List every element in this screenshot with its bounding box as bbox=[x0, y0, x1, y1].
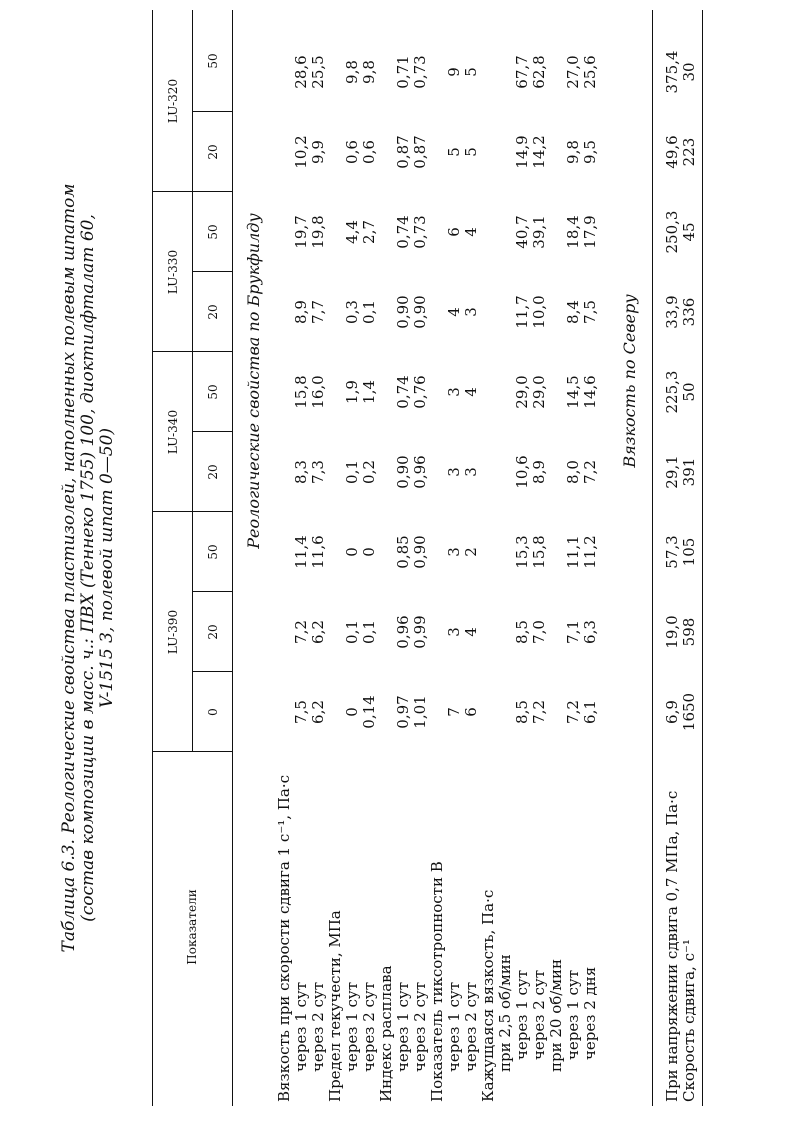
table-cell: 0,1 bbox=[343, 620, 361, 644]
table-cell: 57,3 bbox=[663, 535, 681, 569]
table-cell bbox=[429, 592, 446, 672]
table-cell: 8,3 bbox=[292, 460, 310, 484]
table-cell: 62,8 bbox=[530, 55, 548, 89]
table-cell bbox=[378, 592, 395, 672]
table-cell bbox=[548, 112, 565, 192]
table-cell bbox=[276, 112, 293, 192]
table-cell: 391 bbox=[680, 457, 698, 487]
table-cell: 0,2 bbox=[360, 460, 378, 484]
row-label: Скорость сдвига, с⁻¹ bbox=[680, 939, 698, 1102]
subcol-header: 20 bbox=[206, 624, 220, 640]
table-cell bbox=[327, 432, 344, 512]
table-cell: 5 bbox=[462, 147, 480, 157]
table-cell: 14,5 bbox=[564, 375, 582, 409]
row-label: Индекс расплава bbox=[377, 965, 395, 1102]
value-column bbox=[276, 592, 599, 672]
table-cell: 1650 bbox=[680, 692, 698, 732]
row-labels-brookfield bbox=[276, 752, 599, 1102]
table-cell: 11,1 bbox=[564, 535, 582, 569]
table-cell bbox=[548, 32, 565, 112]
table-cell bbox=[480, 352, 497, 432]
table-cell: 6,3 bbox=[581, 620, 599, 644]
table-cell bbox=[429, 192, 446, 272]
table-cell: 8,9 bbox=[530, 460, 548, 484]
table-cell bbox=[497, 592, 514, 672]
row-label: При напряжении сдвига 0,7 МПа, Па·с bbox=[663, 790, 681, 1102]
table-cell bbox=[497, 512, 514, 592]
table-cell: 0,6 bbox=[360, 140, 378, 164]
table-cell: 3 bbox=[462, 307, 480, 317]
table-cell: 19,7 bbox=[292, 215, 310, 249]
table-cell: 3 bbox=[445, 547, 463, 557]
group-header: LU-330 bbox=[166, 249, 180, 295]
table-cell bbox=[327, 32, 344, 112]
table-cell: 8,9 bbox=[292, 300, 310, 324]
table-cell: 8,0 bbox=[564, 460, 582, 484]
table-cell: 1,4 bbox=[360, 380, 378, 404]
table-cell bbox=[327, 512, 344, 592]
value-column bbox=[276, 512, 599, 592]
table-cell: 0 bbox=[343, 707, 361, 717]
table-cell bbox=[548, 592, 565, 672]
table-cell bbox=[327, 592, 344, 672]
row-label: через 1 сут bbox=[292, 981, 310, 1072]
value-column bbox=[276, 352, 599, 432]
table-cell bbox=[378, 432, 395, 512]
table-cell: 7,1 bbox=[564, 620, 582, 644]
table-cell bbox=[429, 32, 446, 112]
table-header-rule bbox=[232, 10, 233, 1106]
row-label: через 1 сут bbox=[513, 969, 531, 1060]
table-cell: 40,7 bbox=[513, 215, 531, 249]
table-cell bbox=[429, 352, 446, 432]
table-cell: 4 bbox=[462, 627, 480, 637]
table-cell: 2,7 bbox=[360, 220, 378, 244]
table-cell bbox=[378, 192, 395, 272]
severs-column bbox=[664, 272, 698, 352]
row-label: Показатель тиксотропности B bbox=[428, 861, 446, 1102]
table-cell bbox=[276, 32, 293, 112]
table-cell: 14,9 bbox=[513, 135, 531, 169]
value-column bbox=[276, 672, 599, 752]
table-cell: 6 bbox=[462, 707, 480, 717]
row-label: при 20 об/мин bbox=[547, 959, 565, 1072]
table-cell bbox=[276, 432, 293, 512]
group-header: LU-340 bbox=[166, 409, 180, 455]
table-cell bbox=[276, 272, 293, 352]
table-cell: 105 bbox=[680, 537, 698, 567]
table-cell bbox=[429, 432, 446, 512]
row-label: Кажущаяся вязкость, Па·с bbox=[479, 889, 497, 1102]
table-cell: 14,2 bbox=[530, 135, 548, 169]
table-cell: 0,90 bbox=[394, 295, 412, 329]
table-cell: 0,74 bbox=[394, 375, 412, 409]
table-cell: 19,8 bbox=[309, 215, 327, 249]
table-cell: 27,0 bbox=[564, 55, 582, 89]
subcol-header: 20 bbox=[206, 144, 220, 160]
table-cell bbox=[276, 592, 293, 672]
table-cell: 11,7 bbox=[513, 295, 531, 329]
table-cell: 11,4 bbox=[292, 535, 310, 569]
table-cell: 0,90 bbox=[411, 535, 429, 569]
table-cell: 7,3 bbox=[309, 460, 327, 484]
table-cell: 0,96 bbox=[411, 455, 429, 489]
value-column bbox=[276, 272, 599, 352]
table-cell: 6,9 bbox=[663, 700, 681, 724]
table-cell bbox=[497, 432, 514, 512]
table-cell: 9,8 bbox=[343, 60, 361, 84]
table-cell: 3 bbox=[462, 467, 480, 477]
table-cell: 0,85 bbox=[394, 535, 412, 569]
severs-top-rule bbox=[652, 10, 653, 1106]
table-cell: 7,2 bbox=[564, 700, 582, 724]
table-cell: 9 bbox=[445, 67, 463, 77]
table-cell: 5 bbox=[462, 67, 480, 77]
table-cell: 25,6 bbox=[581, 55, 599, 89]
table-cell bbox=[548, 272, 565, 352]
table-cell: 0,14 bbox=[360, 695, 378, 729]
severs-column bbox=[664, 592, 698, 672]
table-cell: 0,1 bbox=[360, 300, 378, 324]
table-cell bbox=[276, 512, 293, 592]
table-cell: 30 bbox=[680, 62, 698, 82]
table-cell bbox=[497, 272, 514, 352]
table-cell bbox=[480, 512, 497, 592]
value-column bbox=[276, 192, 599, 272]
subcol-header: 20 bbox=[206, 464, 220, 480]
table-cell bbox=[276, 192, 293, 272]
table-cell bbox=[480, 592, 497, 672]
table-cell: 0,87 bbox=[411, 135, 429, 169]
severs-column bbox=[664, 32, 698, 112]
table-cell: 8,5 bbox=[513, 700, 531, 724]
severs-column bbox=[664, 432, 698, 512]
table-cell: 7,5 bbox=[581, 300, 599, 324]
table-cell: 0,87 bbox=[394, 135, 412, 169]
table-cell bbox=[327, 112, 344, 192]
table-cell: 25,5 bbox=[309, 55, 327, 89]
table-cell bbox=[378, 512, 395, 592]
table-cell: 0,73 bbox=[411, 55, 429, 89]
table-cell: 11,6 bbox=[309, 535, 327, 569]
table-cell bbox=[480, 32, 497, 112]
group-header: LU-320 bbox=[166, 78, 180, 124]
row-label: через 2 сут bbox=[462, 981, 480, 1072]
table-cell bbox=[548, 432, 565, 512]
subcol-header: 50 bbox=[206, 224, 220, 240]
table-cell: 7,0 bbox=[530, 620, 548, 644]
table-cell: 45 bbox=[680, 222, 698, 242]
table-cell: 9,8 bbox=[360, 60, 378, 84]
group-rule bbox=[192, 512, 193, 752]
table-cell: 7,2 bbox=[530, 700, 548, 724]
table-cell: 336 bbox=[680, 297, 698, 327]
table-cell: 39,1 bbox=[530, 215, 548, 249]
severs-column bbox=[664, 512, 698, 592]
subcol-header: 0 bbox=[206, 708, 220, 716]
row-label: при 2,5 об/мин bbox=[496, 954, 514, 1072]
table-cell: 17,9 bbox=[581, 215, 599, 249]
table-cell: 29,1 bbox=[663, 455, 681, 489]
severs-column bbox=[664, 192, 698, 272]
table-cell bbox=[429, 512, 446, 592]
table-caption-line2: (состав композиции в масс. ч.: ПВХ (Теннеко 1755) 100, диоктилфталат 60, bbox=[78, 214, 98, 922]
section-severs: Вязкость по Северу bbox=[620, 294, 639, 468]
table-cell: 0,96 bbox=[394, 615, 412, 649]
table-cell bbox=[480, 432, 497, 512]
table-cell: 375,4 bbox=[663, 50, 681, 94]
table-cell bbox=[497, 112, 514, 192]
row-label: Вязкость при скорости сдвига 1 с⁻¹, Па·с bbox=[275, 775, 293, 1102]
table-cell: 7 bbox=[445, 707, 463, 717]
row-label: через 1 сут bbox=[445, 981, 463, 1072]
subcol-header: 50 bbox=[206, 544, 220, 560]
row-label: через 2 сут bbox=[411, 981, 429, 1072]
table-cell: 6,2 bbox=[309, 620, 327, 644]
table-cell bbox=[276, 352, 293, 432]
table-cell: 9,9 bbox=[309, 140, 327, 164]
table-cell: 223 bbox=[680, 137, 698, 167]
table-cell: 7,2 bbox=[292, 620, 310, 644]
table-cell bbox=[327, 192, 344, 272]
row-label: через 2 сут bbox=[530, 969, 548, 1060]
table-cell: 7,5 bbox=[292, 700, 310, 724]
table-cell: 16,0 bbox=[309, 375, 327, 409]
table-cell bbox=[378, 672, 395, 752]
table-cell: 0,90 bbox=[394, 455, 412, 489]
table-cell: 29,0 bbox=[513, 375, 531, 409]
subcol-header: 50 bbox=[206, 384, 220, 400]
table-cell: 10,0 bbox=[530, 295, 548, 329]
table-cell bbox=[429, 112, 446, 192]
row-label: через 1 сут bbox=[394, 981, 412, 1072]
table-cell: 0,6 bbox=[343, 140, 361, 164]
table-cell bbox=[548, 672, 565, 752]
table-cell: 50 bbox=[680, 382, 698, 402]
table-cell bbox=[480, 112, 497, 192]
table-cell: 15,8 bbox=[530, 535, 548, 569]
table-cell: 49,6 bbox=[663, 135, 681, 169]
subcol-header: 20 bbox=[206, 304, 220, 320]
table-cell bbox=[429, 672, 446, 752]
table-cell: 6,1 bbox=[581, 700, 599, 724]
table-cell bbox=[548, 512, 565, 592]
value-column bbox=[276, 32, 599, 112]
table-cell: 0,1 bbox=[360, 620, 378, 644]
table-cell: 0,71 bbox=[394, 55, 412, 89]
section-brookfield: Реологические свойства по Брукфилду bbox=[244, 213, 263, 549]
table-cell: 3 bbox=[445, 627, 463, 637]
table-cell: 6,2 bbox=[309, 700, 327, 724]
value-column bbox=[276, 112, 599, 192]
row-label: через 2 дня bbox=[581, 966, 599, 1060]
table-cell: 9,8 bbox=[564, 140, 582, 164]
table-cell: 14,6 bbox=[581, 375, 599, 409]
row-label: через 2 сут bbox=[360, 981, 378, 1072]
table-cell: 18,4 bbox=[564, 215, 582, 249]
table-cell bbox=[327, 672, 344, 752]
header-indicator: Показатели bbox=[185, 889, 199, 965]
severs-column bbox=[664, 112, 698, 192]
table-cell: 15,3 bbox=[513, 535, 531, 569]
group-rule bbox=[192, 192, 193, 352]
table-cell: 33,9 bbox=[663, 295, 681, 329]
table-cell bbox=[497, 672, 514, 752]
table-cell bbox=[429, 272, 446, 352]
table-cell: 29,0 bbox=[530, 375, 548, 409]
row-labels-severs bbox=[664, 752, 698, 1102]
table-cell: 1,01 bbox=[411, 695, 429, 729]
table-cell: 4 bbox=[462, 227, 480, 237]
table-cell: 4 bbox=[462, 387, 480, 397]
table-cell: 0,99 bbox=[411, 615, 429, 649]
table-caption-title: Таблица 6.3. Реологические свойства пластизолей, наполненных полевым шпатом bbox=[59, 183, 79, 953]
table-cell bbox=[497, 32, 514, 112]
table-cell: 7,7 bbox=[309, 300, 327, 324]
table-cell bbox=[548, 192, 565, 272]
row-label: Предел текучести, МПа bbox=[326, 910, 344, 1102]
value-column bbox=[276, 432, 599, 512]
table-bottom-rule bbox=[702, 10, 703, 1106]
table-cell bbox=[327, 272, 344, 352]
table-cell bbox=[497, 352, 514, 432]
table-cell bbox=[480, 192, 497, 272]
table-cell: 0,74 bbox=[394, 215, 412, 249]
table-cell: 225,3 bbox=[663, 370, 681, 414]
table-top-rule bbox=[152, 10, 153, 1106]
table-cell: 5 bbox=[445, 147, 463, 157]
table-cell bbox=[327, 352, 344, 432]
table-cell: 0,97 bbox=[394, 695, 412, 729]
table-cell: 6 bbox=[445, 227, 463, 237]
table-cell bbox=[480, 672, 497, 752]
table-cell: 1,9 bbox=[343, 380, 361, 404]
table-cell: 9,5 bbox=[581, 140, 599, 164]
row-label: через 2 сут bbox=[309, 981, 327, 1072]
table-cell bbox=[276, 672, 293, 752]
row-label: через 1 сут bbox=[564, 969, 582, 1060]
table-cell: 0,73 bbox=[411, 215, 429, 249]
table-cell bbox=[378, 112, 395, 192]
table-cell: 0 bbox=[343, 547, 361, 557]
table-cell bbox=[378, 32, 395, 112]
table-cell: 0,90 bbox=[411, 295, 429, 329]
table-cell bbox=[378, 352, 395, 432]
table-cell bbox=[378, 272, 395, 352]
table-cell bbox=[548, 352, 565, 432]
table-cell: 19,0 bbox=[663, 615, 681, 649]
table-cell: 0,76 bbox=[411, 375, 429, 409]
table-cell: 11,2 bbox=[581, 535, 599, 569]
table-cell: 15,8 bbox=[292, 375, 310, 409]
group-rule bbox=[192, 352, 193, 512]
table-cell: 0,3 bbox=[343, 300, 361, 324]
table-cell: 0,1 bbox=[343, 460, 361, 484]
table-cell: 67,7 bbox=[513, 55, 531, 89]
severs-column bbox=[664, 352, 698, 432]
table-cell: 28,6 bbox=[292, 55, 310, 89]
table-caption-line3: V-1515 3, полевой шпат 0—50) bbox=[97, 427, 117, 709]
table-cell: 3 bbox=[445, 467, 463, 477]
table-cell: 7,2 bbox=[581, 460, 599, 484]
group-header: LU-390 bbox=[166, 609, 180, 655]
table-cell: 8,5 bbox=[513, 620, 531, 644]
table-cell: 2 bbox=[462, 547, 480, 557]
table-cell: 8,4 bbox=[564, 300, 582, 324]
table-cell: 0 bbox=[360, 547, 378, 557]
severs-column bbox=[664, 672, 698, 752]
table-cell: 10,2 bbox=[292, 135, 310, 169]
table-cell: 10,6 bbox=[513, 455, 531, 489]
table-cell: 3 bbox=[445, 387, 463, 397]
table-cell: 4,4 bbox=[343, 220, 361, 244]
table-cell: 598 bbox=[680, 617, 698, 647]
table-cell: 250,3 bbox=[663, 210, 681, 254]
group-rule bbox=[192, 10, 193, 192]
row-label: через 1 сут bbox=[343, 981, 361, 1072]
table-cell: 4 bbox=[445, 307, 463, 317]
table-cell bbox=[497, 192, 514, 272]
subcol-header: 50 bbox=[206, 53, 220, 69]
table-cell bbox=[480, 272, 497, 352]
